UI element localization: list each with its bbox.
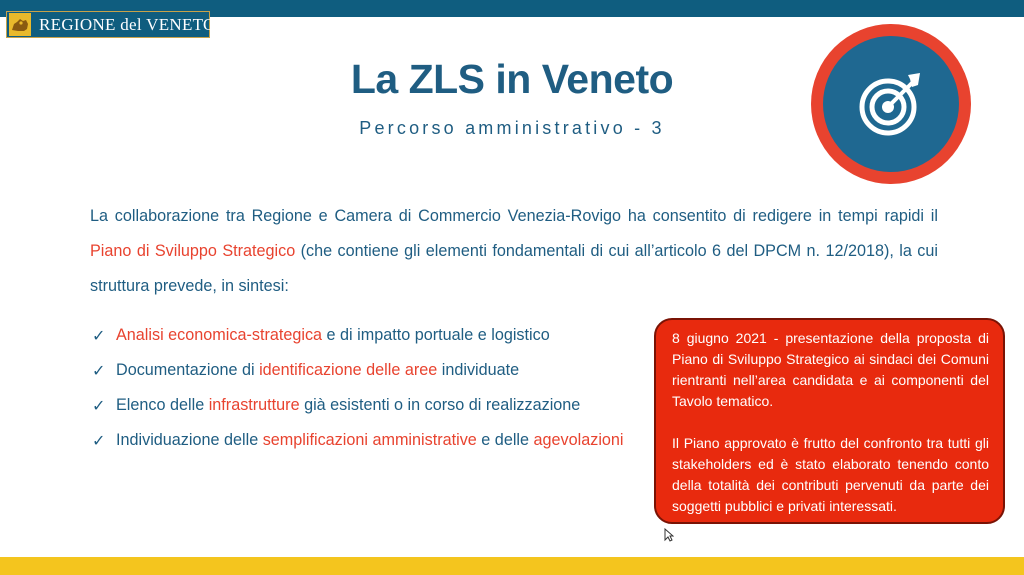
intro-paragraph: La collaborazione tra Regione e Camera di Commercio Venezia-Rovigo ha consentito di redigere in tempi rapidi il Piano di Sviluppo Strategico (che contiene gli elementi fondamentali di cui all’articolo 6 del DPCM n. 12/2018), la cui struttura prevede, in sintesi: [90,207,938,295]
callout-paragraph-1: 8 giugno 2021 - presentazione della proposta di Piano di Sviluppo Strategico ai sindaci dei Comuni rientranti nell’area candidata e ai componenti del Tavolo tematico. [672,330,989,409]
check-icon: ✓ [92,327,106,345]
list-item: ✓ Documentazione di identificazione delle aree individuate [92,361,520,380]
checklist [92,318,624,458]
list-item: ✓ Analisi economica-strategica e di impatto portuale e logistico [92,326,550,345]
target-icon [856,69,926,139]
list-item: ✓ Elenco delle infrastrutture già esistenti o in corso di realizzazione [92,396,581,415]
slide-title: La ZLS in Veneto [350,56,674,102]
check-icon: ✓ [92,362,106,380]
logo-text: REGIONE del VENETO [39,14,216,34]
callout-box [654,318,1005,524]
check-icon: ✓ [92,432,106,450]
check-icon: ✓ [92,397,106,415]
mouse-cursor-icon [664,528,674,542]
callout-paragraph-2: Il Piano approvato è frutto del confronto tra tutti gli stakeholders ed è stato elaborato tenendo conto della totalità dei contributi pervenuti da parte dei soggetti pubblici e privati interessati. [672,435,989,514]
target-badge [811,24,971,184]
regione-veneto-logo [6,11,216,38]
piano-highlight: Piano di Sviluppo Strategico [90,242,296,260]
lion-emblem-icon [9,13,31,36]
bottom-bar [0,557,1024,575]
slide-subtitle: Percorso amministrativo - 3 [359,118,665,138]
list-item: ✓ Individuazione delle semplificazioni amministrative e delle agevolazioni [92,431,624,450]
